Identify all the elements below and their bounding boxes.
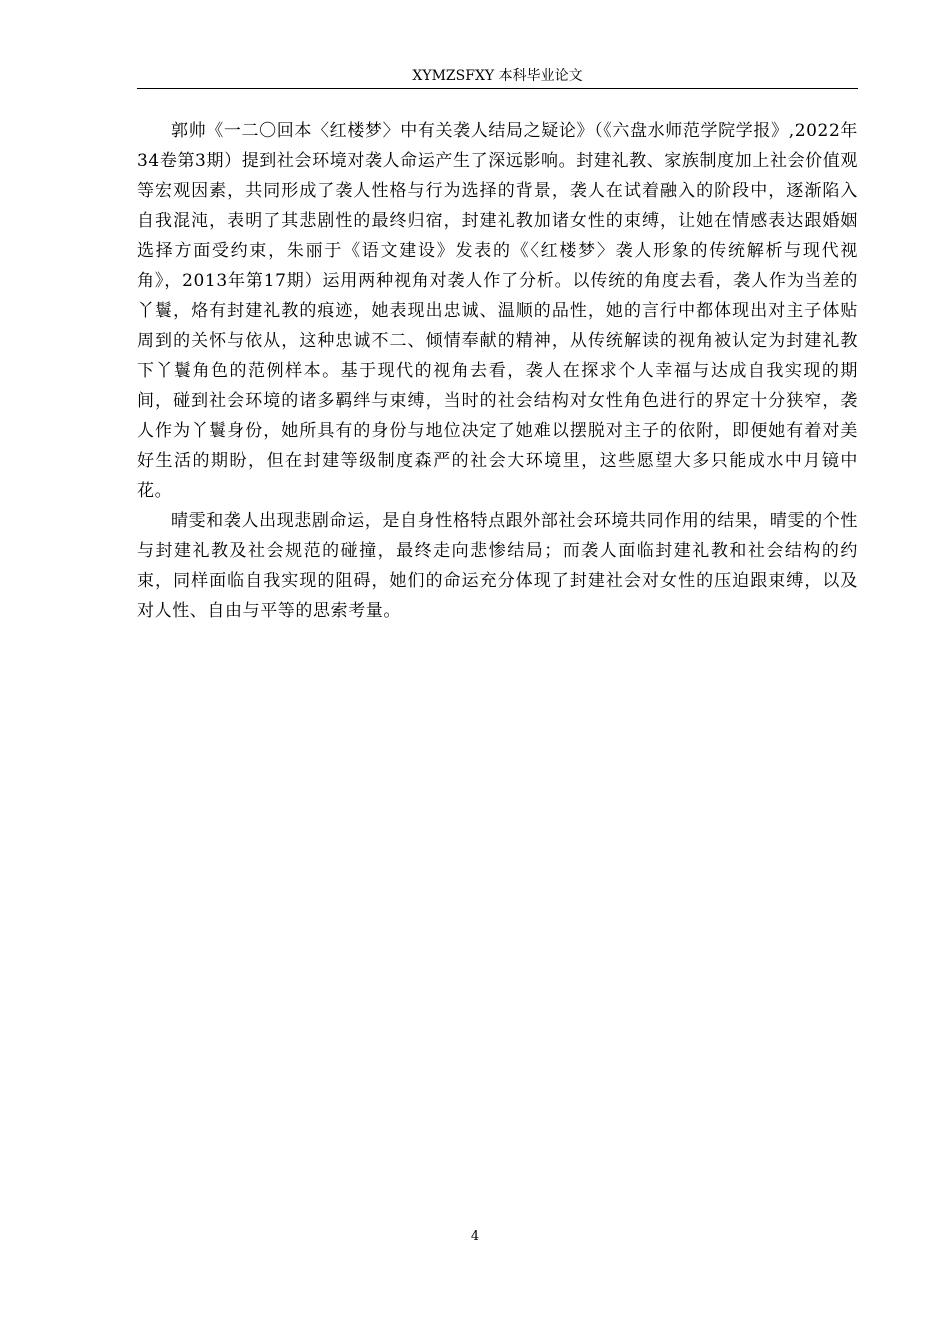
paragraph: 郭帅《一二〇回本〈红楼梦〉中有关袭人结局之疑论》（《六盘水师范学院学报》,2022年34卷第3期）提到社会环境对袭人命运产生了深远影响。封建礼教、家族制度加上社会价值观等宏观因素，共同形成了袭人性格与行为选择的背景，袭人在试着融入的阶段中，逐渐陷入自我混沌，表明了其悲剧性的最终归宿，封建礼教加诸女性的束缚，让她在情感表达跟婚姻选择方面受约束，朱丽于《语文建设》发表的《〈红楼梦〉袭人形象的传统解析与现代视角》，2013年第17期）运用两种视角对袭人作了分析。以传统的角度去看，袭人作为当差的丫鬟，烙有封建礼教的痕迹，她表现出忠诚、温顺的品性，她的言行中都体现出对主子体贴周到的关怀与依从，这种忠诚不二、倾情奉献的精神，从传统解读的视角被认定为封建礼教下丫鬟角色的范例样本。基于现代的视角去看，袭人在探求个人幸福与达成自我实现的期间，碰到社会环境的诸多羁绊与束缚，当时的社会结构对女性角色进行的界定十分狭窄，袭人作为丫鬟身份，她所具有的身份与地位决定了她难以摆脱对主子的依附，即便她有着对美好生活的期盼，但在封建等级制度森严的社会大环境里，这些愿望大多只能成水中月镜中花。 [137,121,858,501]
header-title: XYMZSFXY 本科毕业论文 [412,68,583,84]
body-text [137,116,858,626]
page-header [137,64,858,89]
page-number: 4 [470,1229,480,1244]
paragraph: 晴雯和袭人出现悲剧命运，是自身性格特点跟外部社会环境共同作用的结果，晴雯的个性与封建礼教及社会规范的碰撞，最终走向悲惨结局；而袭人面临封建礼教和社会结构的约束，同样面临自我实现的阻碍，她们的命运充分体现了封建社会对女性的压迫跟束缚，以及对人性、自由与平等的思索考量。 [137,511,858,621]
